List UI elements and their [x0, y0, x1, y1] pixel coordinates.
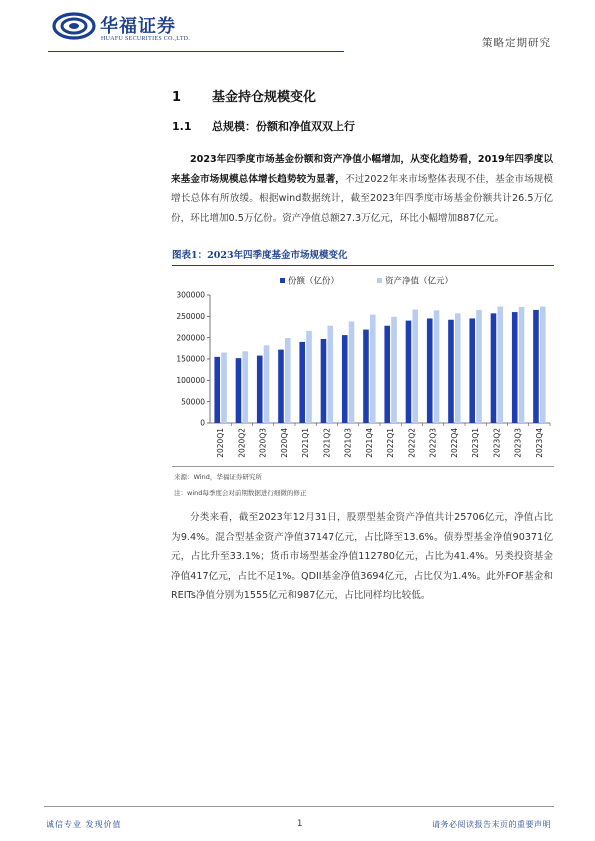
bar-net-assets [519, 307, 525, 423]
bar-shares [321, 339, 327, 423]
legend-label: 资产净值（亿元） [385, 276, 454, 287]
x-tick-label: 2022Q3 [428, 428, 438, 458]
fund-scale-bar-chart [172, 268, 554, 464]
x-tick-label: 2020Q3 [258, 428, 268, 458]
x-tick-label: 2020Q1 [216, 428, 226, 458]
header-divider [48, 51, 344, 52]
figure-bottom-rule [172, 466, 554, 467]
brand-name-en: HUAFU SECURITIES CO.,LTD. [101, 36, 191, 42]
bar-shares [427, 318, 433, 423]
figure-source: 来源：Wind，华福证券研究所 [174, 473, 262, 481]
bar-shares [214, 357, 220, 423]
x-tick-label: 2020Q2 [237, 428, 247, 458]
brand-name-cn: 华福证券 [100, 16, 176, 37]
x-tick-label: 2020Q4 [279, 428, 289, 458]
section-number: 1 [172, 90, 182, 105]
y-tick-label: 150000 [176, 354, 205, 364]
section-title: 基金持仓规模变化 [212, 90, 317, 105]
paragraph-bold-lead: 2023年四季度市场基金份额和资产净值小幅增加，从变化趋势看，2019年四季度以来基金市场规模总体增长趋势较为显著， [171, 154, 553, 185]
x-tick-label: 2021Q3 [343, 428, 353, 458]
bar-net-assets [434, 310, 440, 423]
legend-label: 份额（亿份） [288, 276, 340, 287]
section-heading [172, 86, 316, 105]
legend-swatch [280, 278, 285, 283]
bar-net-assets [476, 310, 482, 423]
figure-note: 注：wind每季度会对前期数据进行细微的修正 [174, 489, 307, 497]
x-tick-label: 2021Q2 [322, 428, 332, 458]
bar-shares [533, 310, 539, 423]
paragraph-by-category: 分类来看，截至2023年12月31日，股票型基金资产净值共计25706亿元，净值占比为9.4%。混合型基金资产净值37147亿元，占比降至13.6%。债券型基金净值90371亿元，占比升至33.1%；货币市场型基金净值112780亿元，占比为41.4%。另类投资基金净值417亿元，占比不足1%。QDII基金净值3694亿元，占比仅为1.4%。此外FOF基金和REITs净值分别为1555亿元和987亿元，占比同样均比较低。 [171, 512, 553, 601]
bar-net-assets [540, 307, 546, 423]
x-tick-label: 2021Q4 [364, 428, 374, 458]
footer-divider [44, 806, 554, 807]
huafu-logo-icon [52, 12, 96, 40]
bar-net-assets [497, 307, 503, 423]
x-tick-label: 2023Q4 [534, 428, 544, 458]
bar-shares [406, 321, 412, 423]
bar-net-assets [455, 313, 461, 423]
x-tick-label: 2023Q1 [471, 428, 481, 458]
y-tick-label: 250000 [176, 311, 205, 321]
x-tick-label: 2023Q3 [513, 428, 523, 458]
bar-net-assets [306, 331, 312, 423]
page-header [0, 0, 595, 54]
footer-slogan: 诚信专业 发现价值 [46, 820, 122, 829]
bar-net-assets [391, 317, 397, 423]
paragraph-total-scale [171, 150, 553, 228]
bar-shares [512, 312, 518, 423]
subsection-heading [172, 118, 355, 134]
paragraph-body: 不过2022年来市场整体表现不佳，基金市场规模增长总体有所放缓。根据wind数据统计，截至2023年四季度市场基金份额共计26.5万亿份，环比增加0.5万亿份。资产净值总额27.3万亿元，环比小幅增加887亿元。 [171, 173, 554, 224]
bar-net-assets [264, 345, 270, 423]
subsection-number: 1.1 [172, 120, 192, 133]
bar-shares [491, 313, 497, 423]
page-number: 1 [297, 819, 303, 829]
x-tick-label: 2023Q2 [492, 428, 502, 458]
x-tick-label: 2021Q1 [301, 428, 311, 458]
bar-shares [363, 330, 369, 423]
y-tick-label: 0 [200, 418, 205, 428]
bar-net-assets [242, 351, 248, 423]
y-tick-label: 50000 [181, 397, 205, 407]
bar-shares [469, 318, 475, 423]
bar-shares [299, 342, 305, 423]
bar-net-assets [349, 321, 355, 423]
bar-net-assets [370, 315, 376, 423]
bar-shares [448, 320, 454, 423]
report-type: 策略定期研究 [482, 37, 551, 49]
legend-swatch [377, 278, 382, 283]
figure-title: 图表1：2023年四季度基金市场规模变化 [172, 247, 554, 266]
x-tick-label: 2022Q2 [407, 428, 417, 458]
x-tick-label: 2022Q1 [386, 428, 396, 458]
bar-shares [278, 350, 284, 423]
bar-net-assets [327, 326, 333, 423]
y-tick-label: 200000 [176, 333, 205, 343]
y-tick-label: 100000 [176, 375, 205, 385]
bar-shares [236, 358, 242, 423]
bar-shares [257, 356, 263, 423]
bar-shares [342, 335, 348, 423]
bar-shares [384, 326, 390, 423]
x-tick-label: 2022Q4 [449, 428, 459, 458]
bar-net-assets [221, 353, 227, 423]
bar-net-assets [412, 310, 418, 423]
footer-disclaimer: 请务必阅读报告末页的重要声明 [432, 820, 551, 829]
bar-net-assets [285, 338, 291, 423]
y-tick-label: 300000 [176, 290, 205, 300]
subsection-title: 总规模：份额和净值双双上行 [212, 120, 355, 133]
